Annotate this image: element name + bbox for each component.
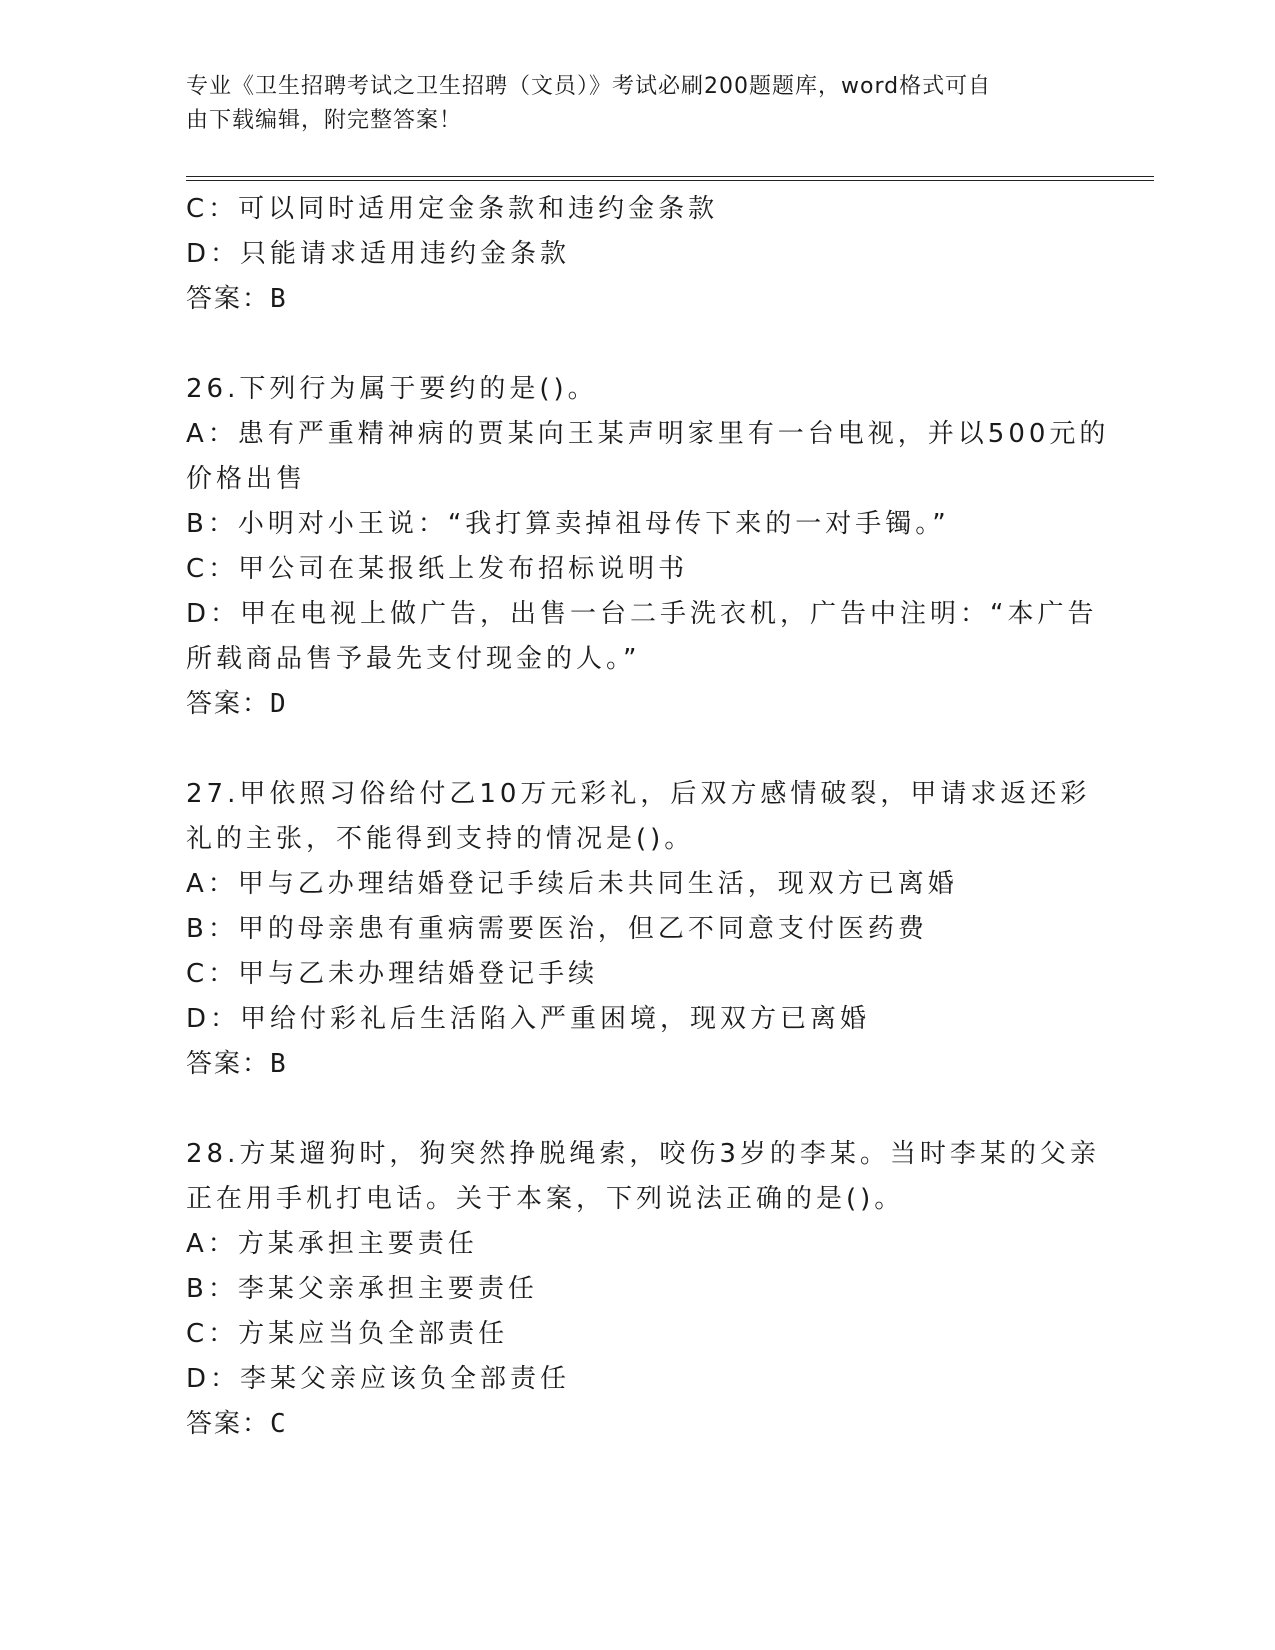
spacer <box>186 322 1066 367</box>
header-line-1: 专业《卫生招聘考试之卫生招聘（文员）》考试必刷200题题库，word格式可自 <box>186 74 992 99</box>
option-d-line-1: D：甲在电视上做广告，出售一台二手洗衣机，广告中注明：“本广告 <box>186 599 1098 629</box>
question-stem-line-2: 礼的主张，不能得到支持的情况是()。 <box>186 824 695 854</box>
option-c: C：可以同时适用定金条款和违约金条款 <box>186 194 719 224</box>
question-stem-line-1: 28.方某遛狗时，狗突然挣脱绳索，咬伤3岁的李某。当时李某的父亲 <box>186 1139 1100 1169</box>
question-stem-line-2: 正在用手机打电话。关于本案，下列说法正确的是()。 <box>186 1184 905 1214</box>
document-body <box>186 187 1110 1447</box>
option-a-line-1: A：患有严重精神病的贾某向王某声明家里有一台电视，并以500元的 <box>186 419 1110 449</box>
answer-value: B <box>270 1049 288 1079</box>
option-b: B：小明对小王说：“我打算卖掉祖母传下来的一对手镯。” <box>186 509 950 539</box>
question-stem-line-1: 27.甲依照习俗给付乙10万元彩礼，后双方感情破裂，甲请求返还彩 <box>186 779 1091 809</box>
option-a: A：方某承担主要责任 <box>186 1229 478 1259</box>
answer-value: B <box>270 284 288 314</box>
option-d-line-2: 所载商品售予最先支付现金的人。” <box>186 644 641 674</box>
header-divider <box>186 176 1154 181</box>
question-stem: 26.下列行为属于要约的是()。 <box>186 374 598 404</box>
spacer <box>186 1087 1066 1132</box>
question-26 <box>186 367 1110 727</box>
answer-label: 答案： <box>186 1409 271 1439</box>
question-27 <box>186 772 1091 1087</box>
option-d: D：李某父亲应该负全部责任 <box>186 1364 571 1394</box>
answer-label: 答案： <box>186 1049 271 1079</box>
answer-label: 答案： <box>186 284 271 314</box>
option-c: C：方某应当负全部责任 <box>186 1319 509 1349</box>
option-d: D：甲给付彩礼后生活陷入严重困境，现双方已离婚 <box>186 1004 871 1034</box>
answer-line <box>186 1042 1066 1087</box>
option-b: B：李某父亲承担主要责任 <box>186 1274 538 1304</box>
answer-value: D <box>270 689 288 719</box>
page-header <box>186 70 1066 138</box>
answer-line <box>186 1402 1066 1447</box>
answer-value: C <box>270 1409 288 1439</box>
answer-label: 答案： <box>186 689 271 719</box>
answer-line <box>186 682 1066 727</box>
option-a: A：甲与乙办理结婚登记手续后未共同生活，现双方已离婚 <box>186 869 958 899</box>
option-c: C：甲公司在某报纸上发布招标说明书 <box>186 554 689 584</box>
answer-line <box>186 277 1066 322</box>
spacer <box>186 727 1066 772</box>
question-25-continuation <box>186 187 1066 322</box>
option-d: D：只能请求适用违约金条款 <box>186 239 571 269</box>
option-a-line-2: 价格出售 <box>186 464 307 494</box>
option-b: B：甲的母亲患有重病需要医治，但乙不同意支付医药费 <box>186 914 928 944</box>
option-c: C：甲与乙未办理结婚登记手续 <box>186 959 599 989</box>
header-line-2: 由下载编辑，附完整答案！ <box>186 108 463 133</box>
question-28 <box>186 1132 1100 1447</box>
